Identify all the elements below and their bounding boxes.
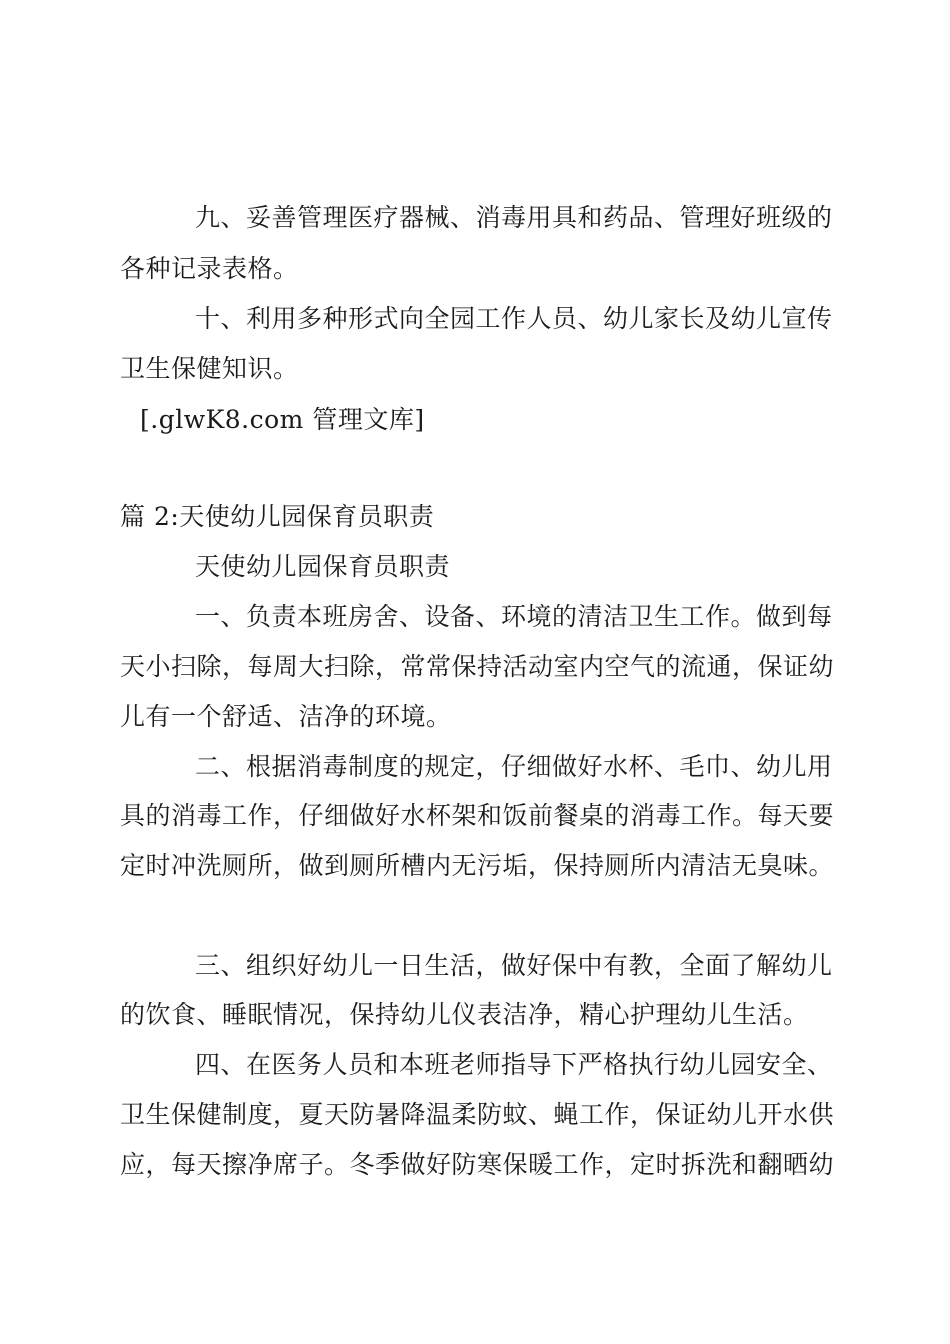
section-subtitle: 天使幼儿园保育员职责	[195, 552, 451, 581]
item-4-line-3: 应，每天擦净席子。冬季做好防寒保暖工作，定时拆洗和翻晒幼	[120, 1150, 835, 1179]
item-10-line-2: 卫生保健知识。	[120, 354, 299, 383]
item-1-line-3: 儿有一个舒适、洁净的环境。	[120, 702, 452, 731]
item-1-line-2: 天小扫除，每周大扫除，常常保持活动室内空气的流通，保证幼	[120, 652, 835, 681]
item-2-line-3: 定时冲洗厕所，做到厕所槽内无污垢，保持厕所内清洁无臭味。	[120, 851, 835, 880]
item-3-line-2: 的饮食、睡眠情况，保持幼儿仪表洁净，精心护理幼儿生活。	[120, 1000, 809, 1029]
source-note: [.glwK8.com 管理文库]	[140, 405, 425, 434]
item-3-line-1: 三、组织好幼儿一日生活，做好保中有教，全面了解幼儿	[195, 951, 833, 980]
item-1-line-1: 一、负责本班房舍、设备、环境的清洁卫生工作。做到每	[195, 602, 833, 631]
item-4-line-2: 卫生保健制度，夏天防暑降温柔防蚊、蝇工作，保证幼儿开水供	[120, 1100, 835, 1129]
item-2-line-1: 二、根据消毒制度的规定，仔细做好水杯、毛巾、幼儿用	[195, 752, 833, 781]
section-heading: 篇 2:天使幼儿园保育员职责	[120, 502, 435, 531]
item-9-line-2: 各种记录表格。	[120, 254, 299, 283]
item-9-line-1: 九、妥善管理医疗器械、消毒用具和药品、管理好班级的	[195, 203, 833, 232]
item-2-line-2: 具的消毒工作，仔细做好水杯架和饭前餐桌的消毒工作。每天要	[120, 801, 835, 830]
item-10-line-1: 十、利用多种形式向全园工作人员、幼儿家长及幼儿宣传	[195, 304, 833, 333]
item-4-line-1: 四、在医务人员和本班老师指导下严格执行幼儿园安全、	[195, 1050, 833, 1079]
